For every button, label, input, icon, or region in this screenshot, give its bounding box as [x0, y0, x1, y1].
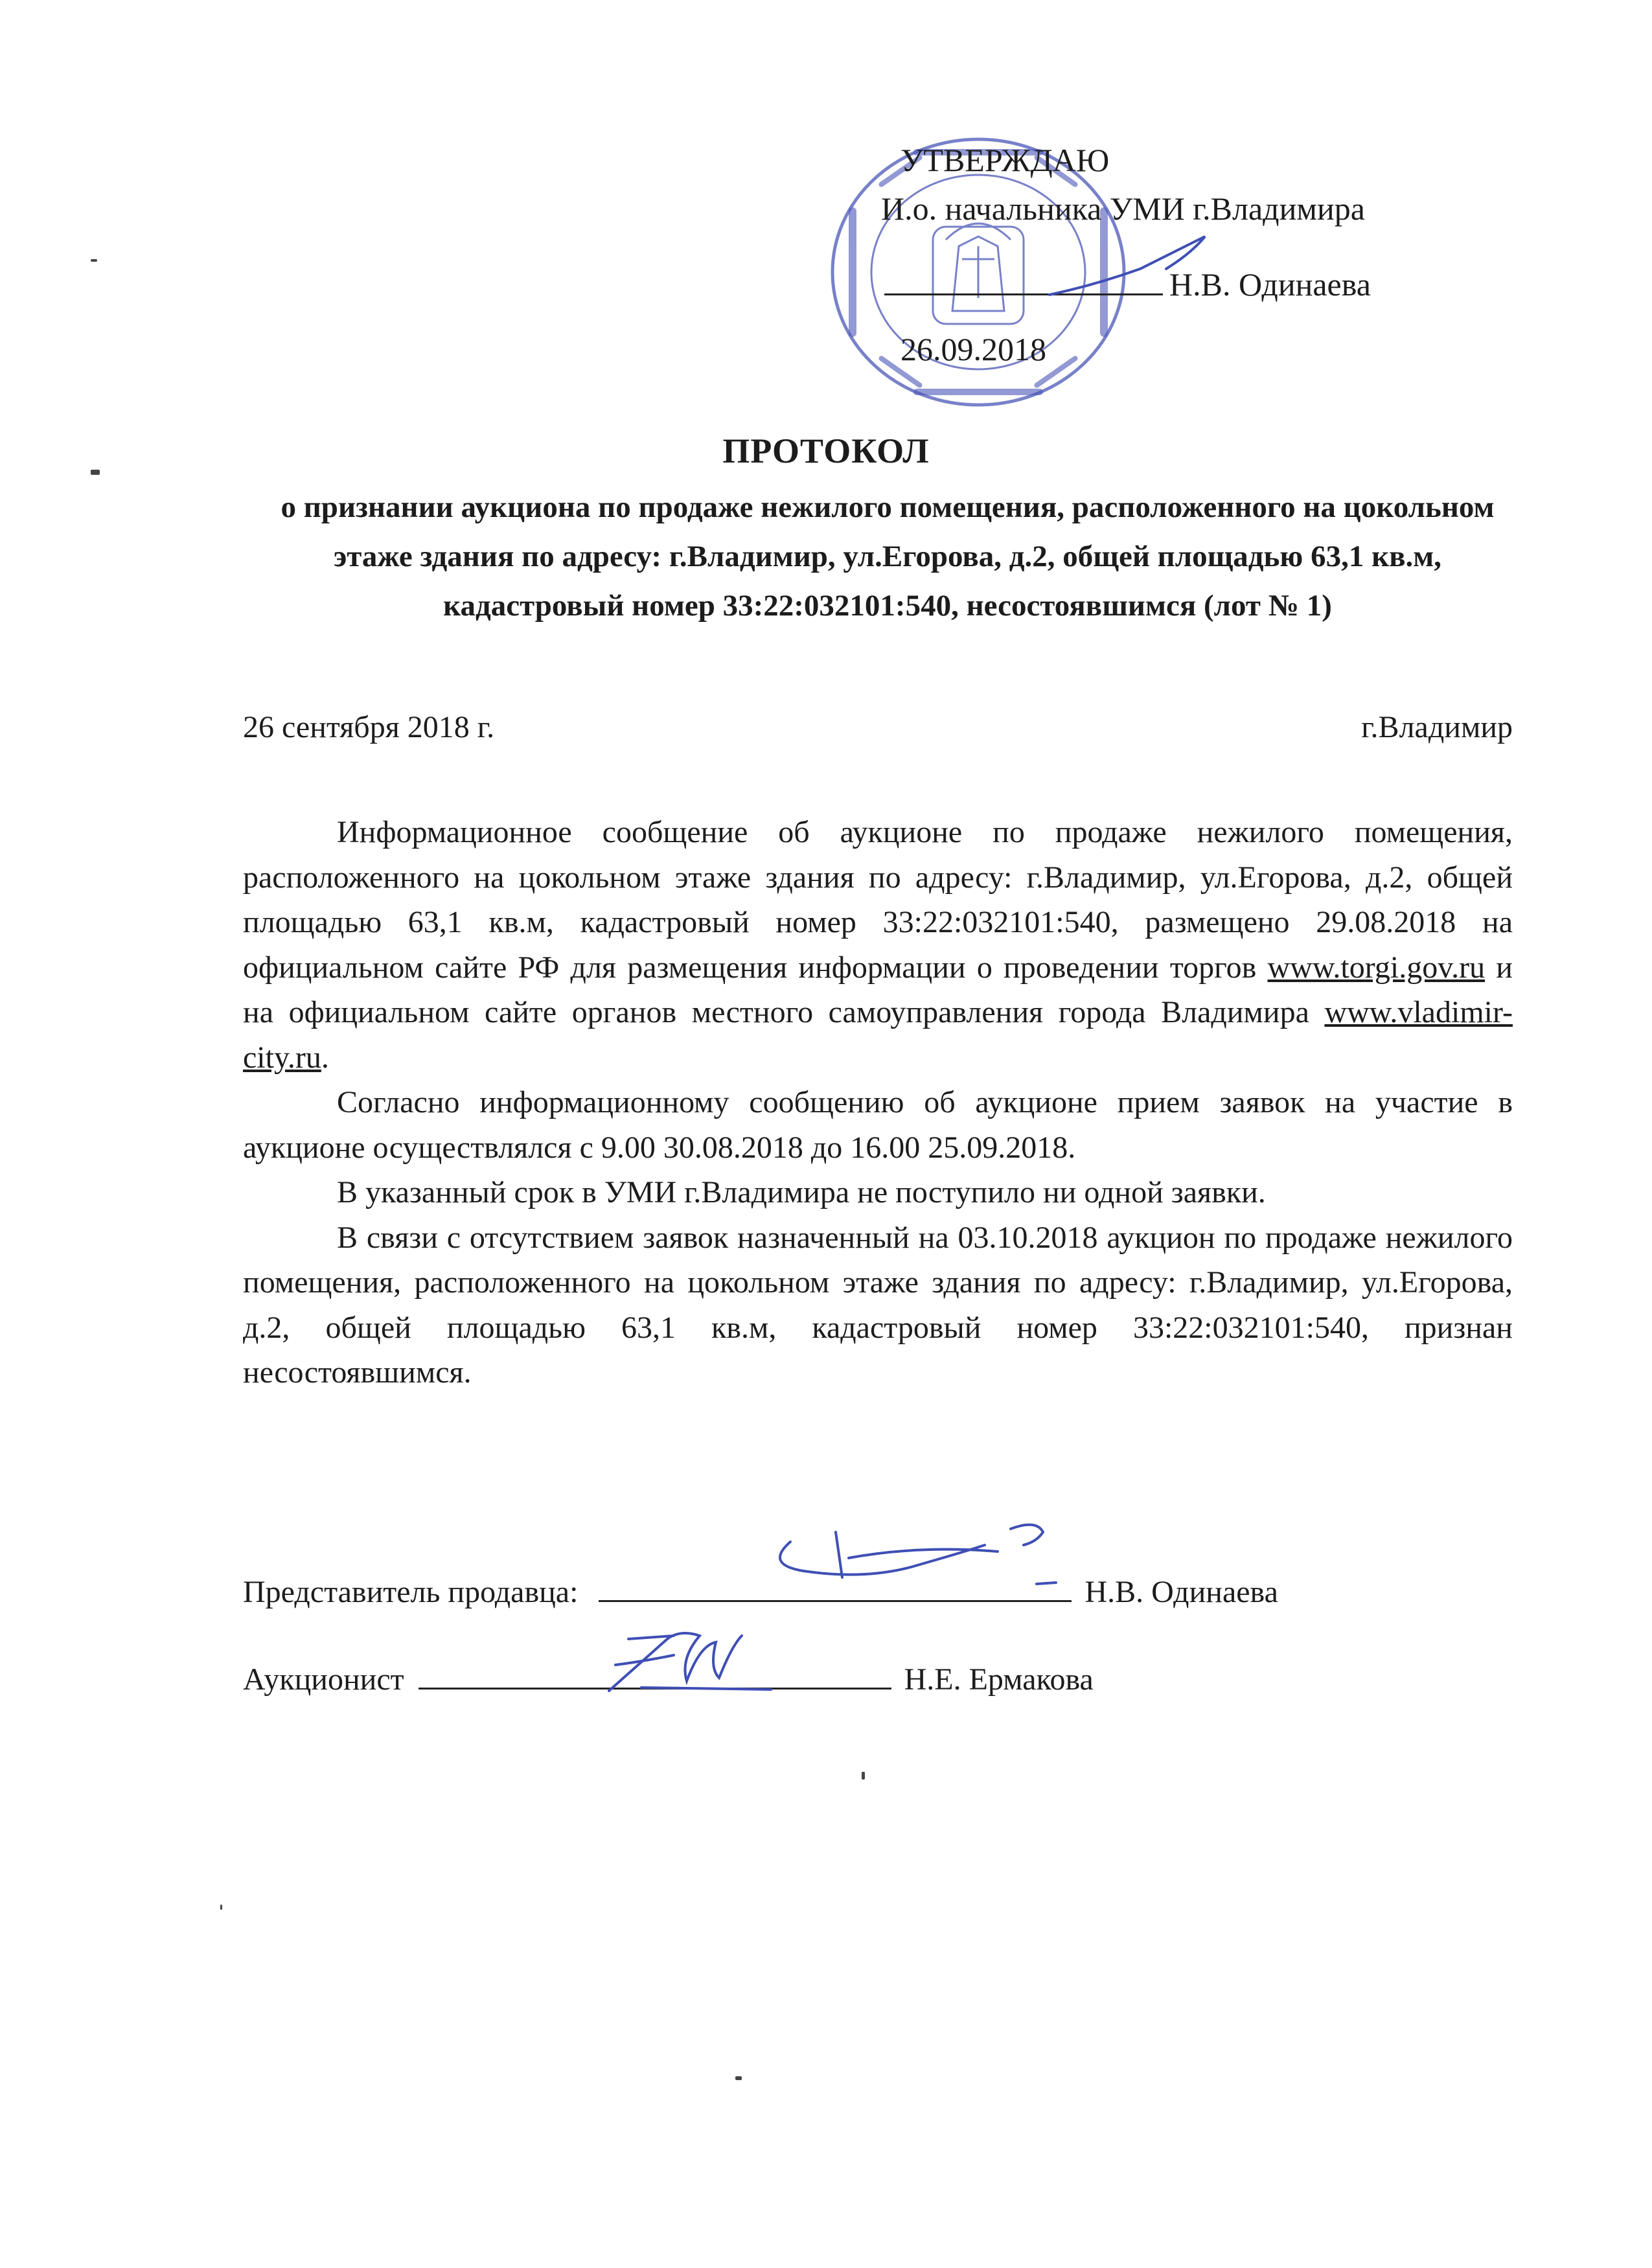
torgi-link[interactable]: www.torgi.gov.ru: [1267, 950, 1486, 985]
auctioneer-autograph: [602, 1620, 810, 1697]
approval-position: И.о. начальника УМИ г.Владимира: [881, 190, 1365, 227]
paragraph-application-period: Согласно информационному сообщению об аукционе прием заявок на участие в аукционе осуществлялся с 9.00 30.08.2018 до 16.00 25.09.2018.: [243, 1085, 1513, 1165]
seller-label: Представитель продавца:: [243, 1575, 579, 1609]
paragraph-announcement: [243, 810, 1513, 1080]
page-title: ПРОТОКОЛ: [722, 431, 930, 470]
document-place: г.Владимир: [1361, 710, 1513, 744]
seller-name: Н.В. Одинаева: [1084, 1575, 1278, 1609]
seller-autograph: [751, 1506, 1062, 1603]
document-body: [243, 810, 1513, 1395]
paragraph-conclusion: В связи с отсутствием заявок назначенный на 03.10.2018 аукцион по продаже нежилого помещения, расположенного на цокольном этаже здания по адресу: г.Владимир, ул.Егорова, д.2, общей площадью 63,1 кв.м, кадастровый номер 33:22:032101:540, признан несостоявшимся.: [243, 1220, 1513, 1390]
paragraph-1-part-a: Информационное сообщение об аукционе по продаже нежилого помещения, расположенного на цокольном этаже здания по адресу: г.Владимир, ул.Егорова, д.2, общей площадью 63,1 кв.м, кадастровый номер 33:22:032101:540, размещено 29.08.2018 на официальном сайте РФ для размещения информации о проведении торгов: [243, 815, 1513, 985]
paragraph-no-applications: В указанный срок в УМИ г.Владимира не поступило ни одной заявки.: [337, 1175, 1266, 1209]
paragraph-1-part-b: и на официальном сайте органов местного самоуправления города Владимира: [243, 950, 1513, 1029]
approval-signer: Н.В. Одинаева: [1169, 266, 1371, 303]
scan-speck: [220, 1905, 222, 1910]
approval-autograph: [1043, 223, 1224, 308]
scan-speck: [862, 1772, 865, 1780]
scan-speck: [91, 470, 100, 475]
auctioneer-label: Аукционист: [243, 1662, 404, 1697]
auctioneer-name: Н.Е. Ермакова: [904, 1662, 1094, 1697]
page-subtitle: о признании аукциона по продаже нежилого помещения, расположенного на цокольном этаже здания по адресу: г.Владимир, ул.Егорова, д.2, общей площадью 63,1 кв.м, кадастровый номер 33:22:032101:540, несостоявшимся (лот № 1): [281, 490, 1495, 623]
approval-date: 26.09.2018: [901, 331, 1046, 367]
scan-speck: [735, 2076, 742, 2080]
vladimir-city-link[interactable]: www.vladimir-city.ru: [243, 995, 1513, 1075]
document-date: 26 сентября 2018 г.: [243, 710, 495, 744]
scan-speck: [91, 259, 97, 262]
approval-heading: УТВЕРЖДАЮ: [901, 142, 1110, 178]
paragraph-1-part-c: .: [321, 1040, 329, 1075]
